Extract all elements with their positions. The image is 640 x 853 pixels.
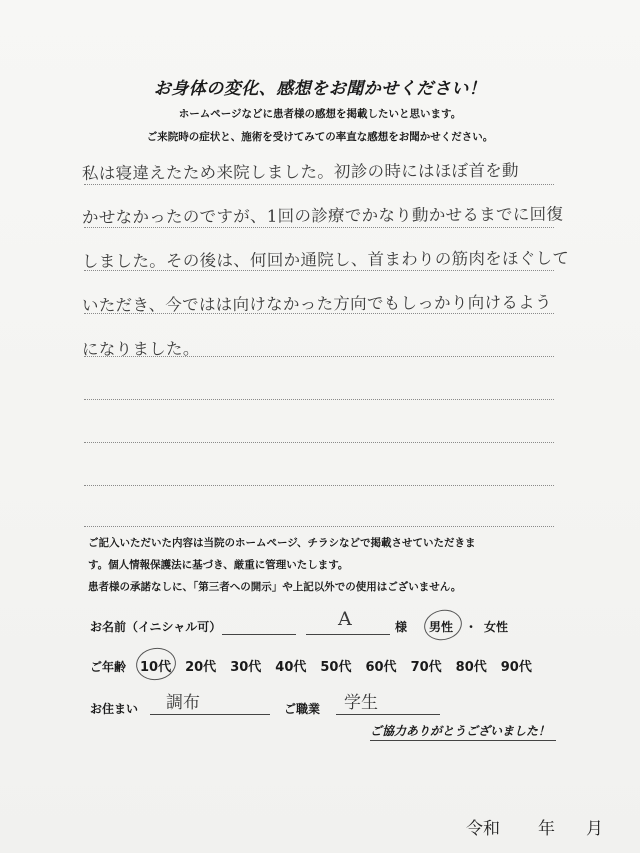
gender-female: 女性 bbox=[484, 620, 509, 634]
ruled-line bbox=[84, 485, 554, 486]
residence-value: 調布 bbox=[166, 693, 200, 713]
age-option: 90代 bbox=[500, 660, 532, 675]
occupation-value: 学生 bbox=[344, 693, 378, 713]
age-option: 70代 bbox=[410, 660, 442, 675]
ruled-line bbox=[84, 184, 554, 185]
age-option: 50代 bbox=[320, 660, 352, 675]
ruled-line bbox=[84, 399, 554, 400]
occupation-blank bbox=[336, 714, 440, 715]
date-year: 年 bbox=[538, 819, 555, 839]
name-blank-first bbox=[222, 634, 296, 635]
comment-line-1: 私は寝違えたため来院しました。初診の時にはほぼ首を動 bbox=[81, 160, 519, 183]
age-option: 20代 bbox=[185, 660, 217, 675]
residence-blank bbox=[150, 714, 270, 715]
occupation-label: ご職業 bbox=[284, 702, 321, 716]
comment-line-2: かせなかったのですが、1回の診療でかなり動かせるまでに回復 bbox=[81, 204, 564, 227]
date-month: 月 bbox=[586, 819, 603, 839]
date-era: 令和 bbox=[466, 819, 500, 839]
age-option: 10代 bbox=[140, 660, 172, 675]
ruled-line bbox=[84, 442, 554, 443]
notice-line-1: ご記入いただいた内容は当院のホームページ、チラシなどで掲載させていただきま bbox=[88, 537, 476, 549]
notice-line-2: す。個人情報保護法に基づき、厳重に管理いたします。 bbox=[88, 559, 349, 571]
name-blank-last bbox=[306, 634, 390, 635]
honorific-label: 様 bbox=[395, 620, 408, 634]
name-value: A bbox=[338, 608, 352, 630]
age-options bbox=[140, 656, 546, 675]
age-label: ご年齢 bbox=[90, 660, 127, 674]
thanks-text: ご協力ありがとうございました！ bbox=[370, 724, 551, 738]
comment-line-3: しました。その後は、何回か通院し、首まわりの筋肉をほぐして bbox=[81, 248, 570, 271]
intro-line-2: ご来院時の症状と、施術を受けてみての率直な感想をお聞かせください。 bbox=[146, 131, 494, 143]
age-selected-circle bbox=[134, 645, 178, 682]
name-label: お名前（イニシャル可） bbox=[90, 620, 222, 634]
gender-separator: ・ bbox=[465, 620, 478, 634]
residence-label: お住まい bbox=[90, 702, 139, 716]
intro-line-1: ホームページなどに患者様の感想を掲載したいと思います。 bbox=[178, 108, 462, 120]
age-option: 60代 bbox=[365, 660, 397, 675]
page-title: お身体の変化、感想をお聞かせください！ bbox=[153, 79, 487, 99]
ruled-line bbox=[84, 526, 554, 527]
age-option: 40代 bbox=[275, 660, 307, 675]
thanks-underline bbox=[370, 740, 556, 741]
comment-line-4: いただき、今ではは向けなかった方向でもしっかり向けるよう bbox=[81, 292, 552, 315]
notice-line-3: 患者様の承諾なしに、「第三者への開示」や上記以外での使用はございません。 bbox=[88, 581, 462, 593]
age-option: 80代 bbox=[455, 660, 487, 675]
age-option: 30代 bbox=[230, 660, 262, 675]
gender-male: 男性 bbox=[429, 620, 454, 634]
comment-line-5: になりました。 bbox=[81, 339, 200, 359]
gender-selected-circle bbox=[421, 606, 464, 643]
